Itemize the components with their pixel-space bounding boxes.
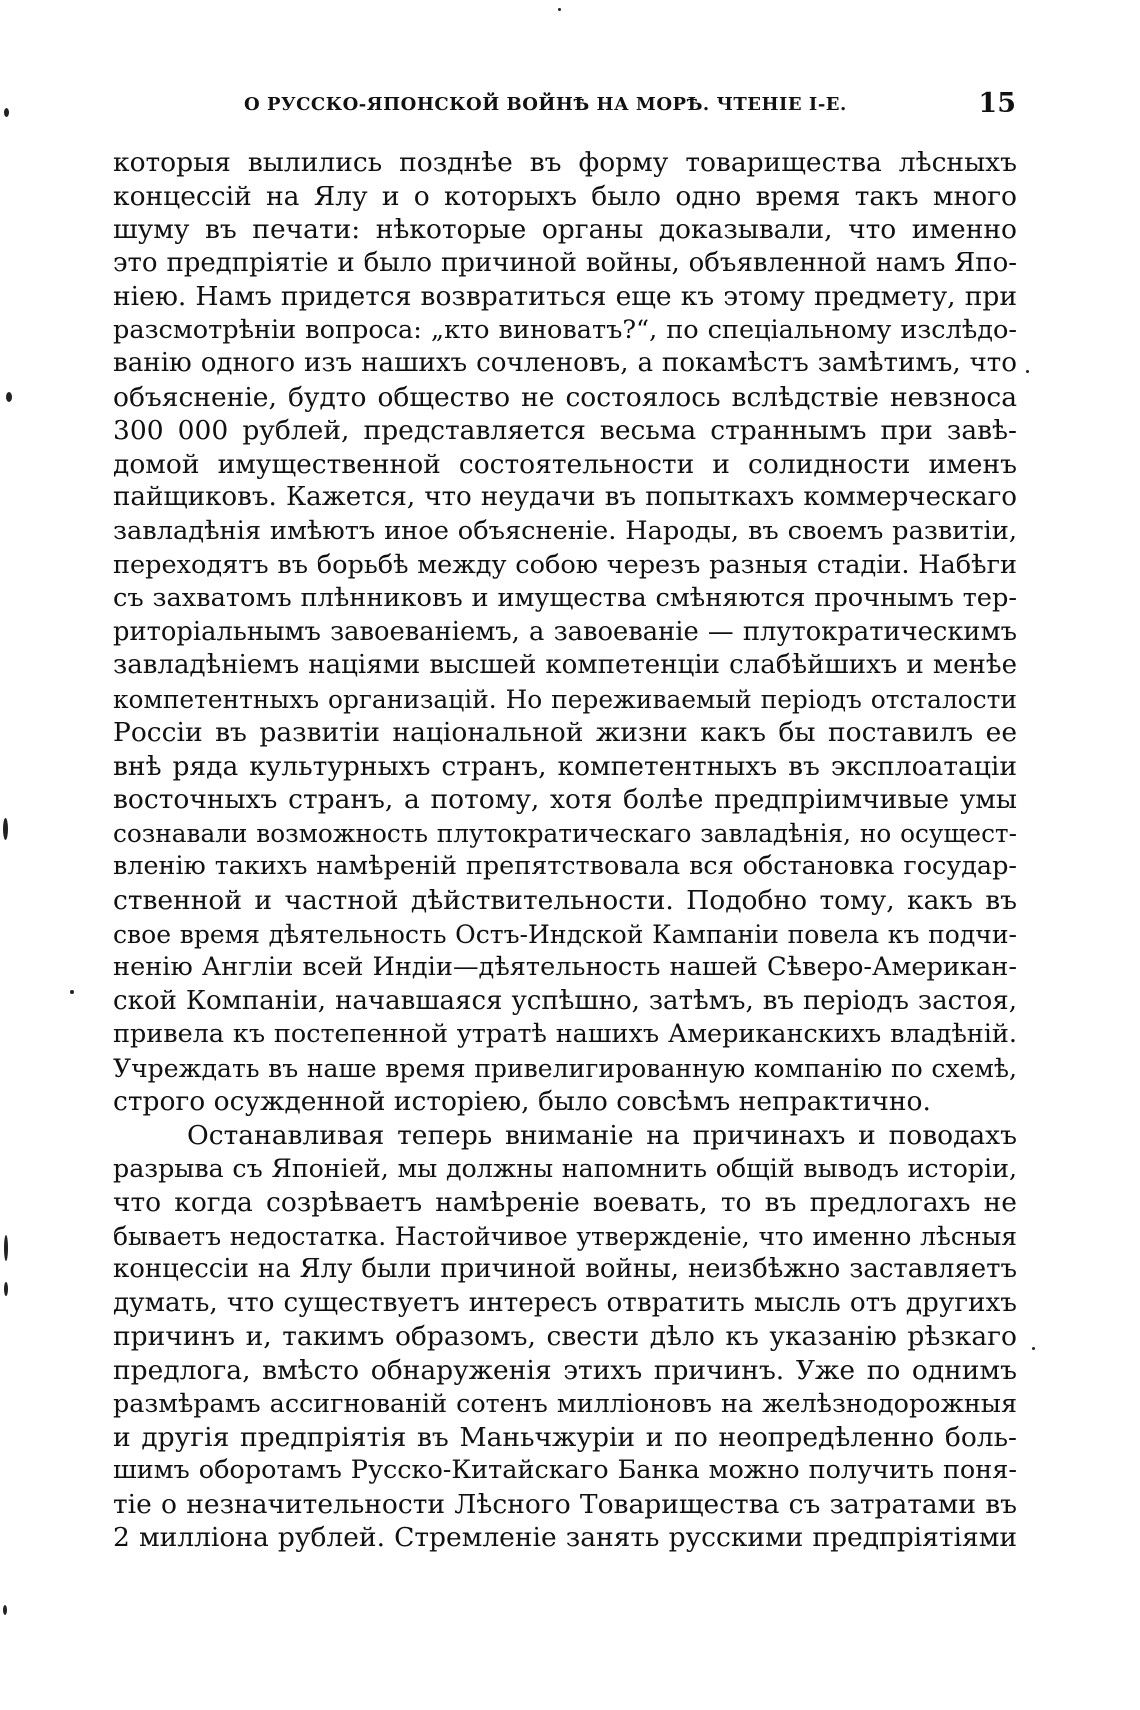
text-line: сознавали возможность плутократическаго завладѣнія, но осущест-: [113, 818, 1017, 848]
text-line: ванію одного изъ нашихъ сочленовъ, а покамѣстъ замѣтимъ, что: [113, 348, 1017, 379]
text-line: предлога, вмѣсто обнаруженія этихъ причинъ. Уже по однимъ: [113, 1354, 1017, 1386]
text-line: вленію такихъ намѣреній препятствовала вся обстановка государ-: [113, 851, 1017, 882]
scan-speck: [1026, 370, 1029, 373]
text-line: шимъ оборотамъ Русско-Китайскаго Банка можно получить поня-: [113, 1455, 1017, 1486]
scan-speck: [1032, 1347, 1035, 1350]
text-line: бываетъ недостатка. Настойчивое утвержденіе, что именно лѣсныя: [113, 1221, 1017, 1251]
text-line: Учреждать въ наше время привелигированную компанію по схемѣ,: [113, 1053, 1017, 1083]
text-line: концессій на Ялу и о которыхъ было одно время такъ много: [113, 180, 1017, 212]
scan-speck: [6, 392, 12, 402]
text-line: тіе о незначительности Лѣсного Товарищества съ затратами въ: [113, 1488, 1017, 1520]
text-line: ненію Англіи всей Индіи—дѣятельность нашей Сѣверо-Американ-: [113, 952, 1017, 983]
scan-speck: [558, 8, 561, 11]
text-line: шуму въ печати: нѣкоторые органы доказывали, что именно: [113, 214, 1017, 246]
text-line: привела къ постепенной утратѣ нашихъ Американскихъ владѣній.: [113, 1019, 1017, 1050]
text-line: причинъ и, такимъ образомъ, свести дѣло къ указанію рѣзкаго: [113, 1321, 1017, 1353]
text-line: завладѣніемъ націями высшей компетенціи слабѣйшихъ и менѣе: [113, 650, 1017, 681]
text-line: ственной и частной дѣйствительности. Подобно тому, какъ въ: [113, 885, 1017, 917]
text-line: риторіальнымъ завоеваніемъ, а завоеваніе — плутократическимъ: [113, 616, 1017, 647]
scan-speck: [4, 1282, 8, 1296]
text-line: завладѣнія имѣютъ иное объясненіе. Народы, въ своемъ развитіи,: [113, 516, 1017, 547]
scan-speck: [4, 1235, 8, 1261]
scan-speck: [3, 818, 8, 840]
text-line: внѣ ряда культурныхъ странъ, компетентныхъ въ эксплоатаціи: [113, 750, 1017, 782]
text-line: и другія предпріятія въ Маньчжуріи и по неопредѣленно боль-: [113, 1421, 1017, 1453]
text-line: объясненіе, будто общество не состоялось вслѣдствіе невзноса: [113, 381, 1017, 413]
text-line: пайщиковъ. Кажется, что неудачи въ попыткахъ коммерческаго: [113, 482, 1017, 513]
scan-speck: [4, 108, 9, 117]
text-line: домой имущественной состоятельности и солидности именъ: [113, 448, 1017, 480]
paragraph-last-line: строго осужденной исторіею, было совсѣмъ непрактично.: [113, 1086, 931, 1118]
running-title: О РУССКО-ЯПОНСКОЙ ВОЙНѢ НА МОРѢ. ЧТЕНІЕ І-Е.: [244, 94, 847, 115]
text-line: которыя вылились позднѣе въ форму товарищества лѣсныхъ: [113, 147, 1017, 178]
text-line: концессіи на Ялу были причиной войны, неизбѣжно заставляетъ: [113, 1254, 1017, 1285]
text-line: разрыва съ Японіей, мы должны напомнить общій выводъ исторіи,: [113, 1154, 1017, 1184]
text-line: 300 000 рублей, представляется весьма страннымъ при завѣ-: [113, 415, 1017, 447]
text-line: что когда созрѣваетъ намѣреніе воевать, то въ предлогахъ не: [113, 1186, 1017, 1218]
text-line: ской Компаніи, начавшаяся успѣшно, затѣмъ, въ періодъ застоя,: [113, 985, 1017, 1016]
text-line: думать, что существуетъ интересъ отвратить мысль отъ другихъ: [113, 1287, 1017, 1318]
text-line: восточныхъ странъ, а потому, хотя болѣе предпріимчивые умы: [113, 784, 1017, 816]
text-line: съ захватомъ плѣнниковъ и имущества смѣняются прочнымъ тер-: [113, 583, 1017, 614]
text-line: свое время дѣятельность Остъ-Индской Кампаніи повела къ подчи-: [113, 919, 1017, 949]
page-header: [244, 88, 1016, 124]
text-line: 2 милліона рублей. Стремленіе занять русскими предпріятіями: [113, 1522, 1017, 1554]
body-text: [113, 146, 1017, 1555]
paragraph-first-line: Останавливая теперь вниманіе на причинахъ и поводахъ: [187, 1119, 1017, 1151]
text-line: переходятъ въ борьбѣ между собою черезъ разныя стадіи. Набѣги: [113, 549, 1017, 580]
text-line: разсмотрѣніи вопроса: „кто виноватъ?“, по спеціальному изслѣдо-: [113, 314, 1017, 345]
scan-speck: [70, 990, 74, 994]
text-line: размѣрамъ ассигнованій сотенъ милліоновъ на желѣзнодорожныя: [113, 1388, 1017, 1419]
page-number: 15: [978, 88, 1016, 119]
text-line: это предпріятіе и было причиной войны, объявленной намъ Япо-: [113, 247, 1017, 278]
text-line: Россіи въ развитіи національной жизни какъ бы поставилъ ее: [113, 717, 1017, 749]
text-line: компетентныхъ организацій. Но переживаемый періодъ отсталости: [113, 684, 1017, 714]
scan-speck: [3, 1605, 7, 1615]
text-line: ніею. Намъ придется возвратиться еще къ этому предмету, при: [113, 281, 1017, 313]
